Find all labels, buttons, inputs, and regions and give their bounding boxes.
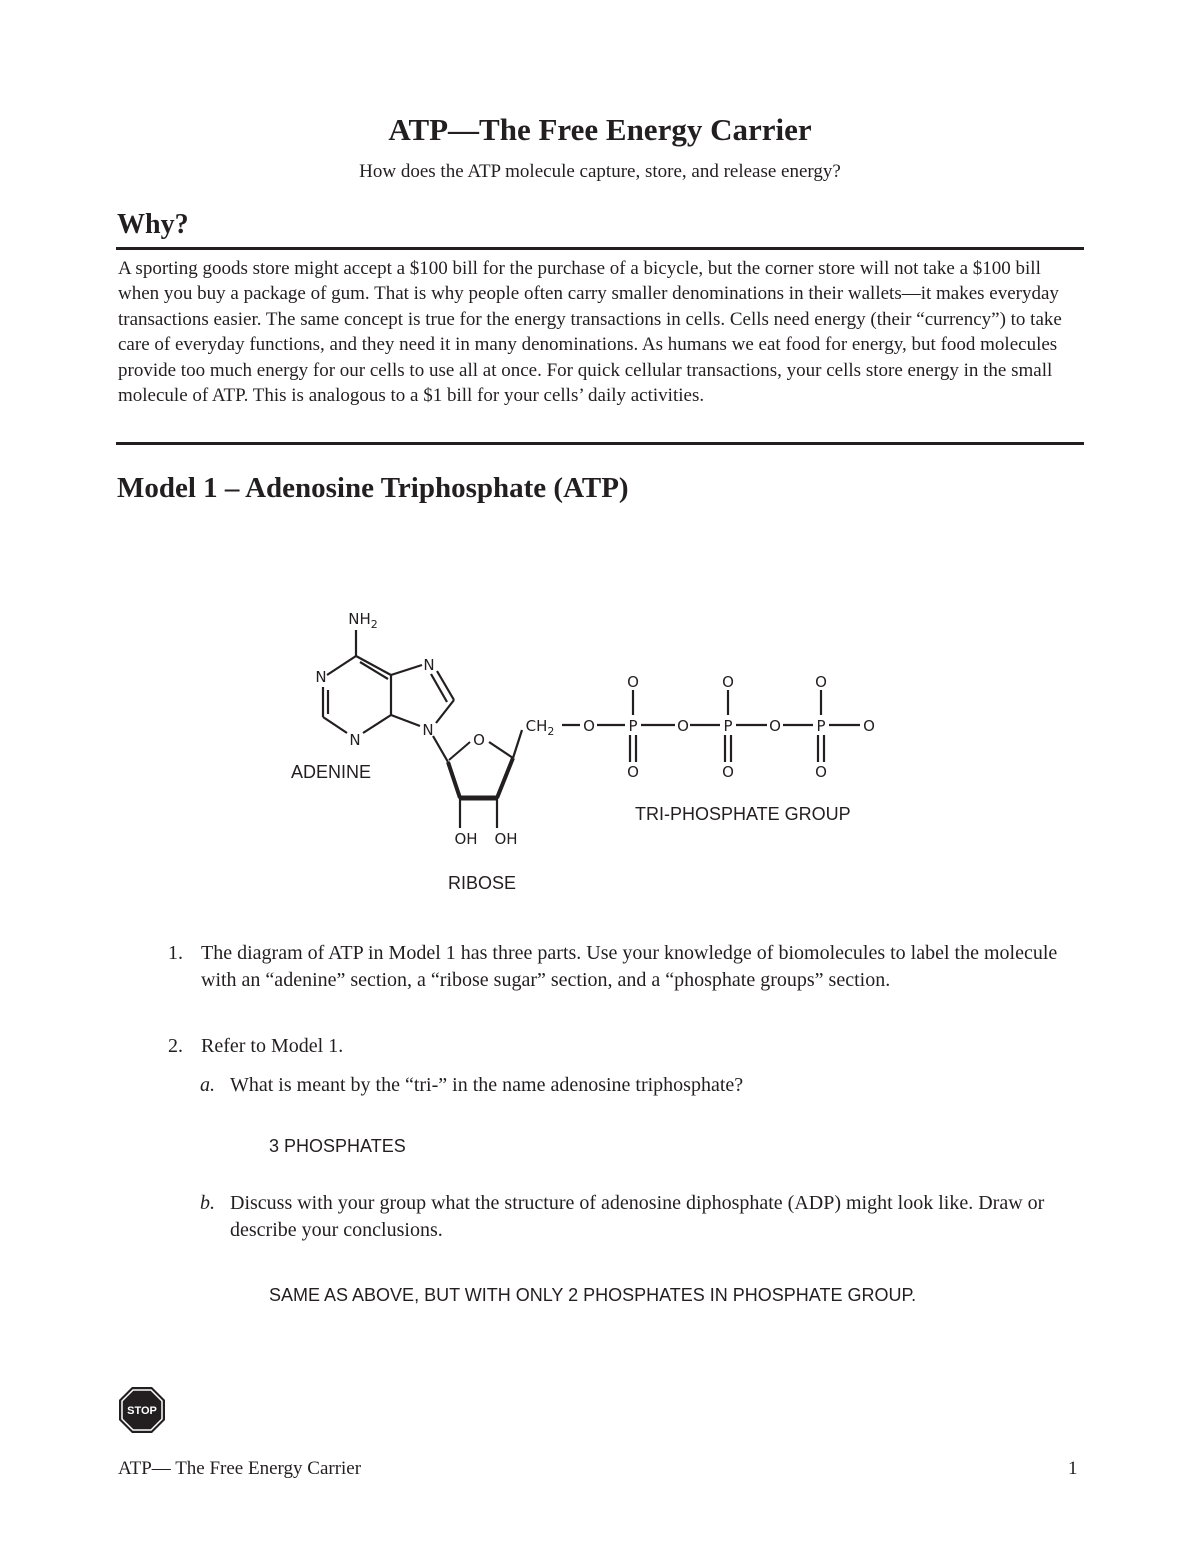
part-letter: a. bbox=[200, 1074, 215, 1096]
part-text: Discuss with your group what the structure of adenosine diphosphate (ADP) might look like. Draw or describe your conclusions. bbox=[230, 1192, 1045, 1241]
page-subtitle: How does the ATP molecule capture, store, and release energy? bbox=[359, 161, 841, 182]
question-text: The diagram of ATP in Model 1 has three parts. Use your knowledge of biomolecules to label the molecule with an “adenine” section, a “ribose sugar” section, and a “phosphate groups” section. bbox=[201, 942, 1058, 991]
atom-o-link3: O bbox=[769, 717, 781, 735]
stop-sign-icon bbox=[118, 1386, 166, 1438]
part-text: What is meant by the “tri-” in the name adenosine triphosphate? bbox=[230, 1074, 744, 1096]
model-heading: Model 1 – Adenosine Triphosphate (ATP) bbox=[117, 472, 629, 504]
svg-text:STOP: STOP bbox=[127, 1405, 157, 1417]
label-ribose: RIBOSE bbox=[448, 873, 517, 893]
atom-o-link1: O bbox=[583, 717, 595, 735]
footer-title: ATP— The Free Energy Carrier bbox=[118, 1458, 362, 1479]
label-phosphate-group: TRI-PHOSPHATE GROUP bbox=[635, 804, 851, 824]
page-number: 1 bbox=[1068, 1458, 1078, 1479]
atom-n3: N bbox=[349, 731, 361, 749]
atom-o-top1: O bbox=[627, 673, 639, 691]
atom-o-top3: O bbox=[815, 673, 827, 691]
question-number: 1. bbox=[168, 942, 183, 964]
part-letter: b. bbox=[200, 1192, 215, 1214]
atom-oh-3prime: OH bbox=[494, 830, 518, 848]
atom-o-top2: O bbox=[722, 673, 734, 691]
divider-top bbox=[116, 247, 1084, 250]
atom-p3: P bbox=[816, 717, 826, 735]
page-title: ATP—The Free Energy Carrier bbox=[388, 112, 812, 147]
atp-diagram bbox=[270, 595, 910, 909]
atom-o-bot2: O bbox=[722, 763, 734, 781]
divider-bottom bbox=[116, 442, 1084, 445]
atom-ring-o: O bbox=[473, 731, 485, 749]
atom-p1: P bbox=[628, 717, 638, 735]
atom-p2: P bbox=[723, 717, 733, 735]
atom-n1: N bbox=[315, 668, 327, 686]
atp-structure bbox=[270, 595, 910, 905]
atom-o-bot3: O bbox=[815, 763, 827, 781]
question-2 bbox=[168, 1033, 1088, 1060]
answer-2b: SAME AS ABOVE, BUT WITH ONLY 2 PHOSPHATES IN PHOSPHATE GROUP. bbox=[269, 1285, 917, 1305]
atom-o-bot1: O bbox=[627, 763, 639, 781]
question-number: 2. bbox=[168, 1035, 183, 1057]
question-1 bbox=[168, 940, 1088, 994]
atom-o-end: O bbox=[863, 717, 875, 735]
question-text: Refer to Model 1. bbox=[201, 1035, 344, 1057]
label-adenine: ADENINE bbox=[291, 762, 372, 782]
question-2b bbox=[200, 1190, 1080, 1244]
atom-ch2: $CH_2$ bbox=[525, 717, 555, 738]
atom-n7: N bbox=[423, 656, 435, 674]
question-2a bbox=[200, 1072, 1080, 1099]
why-paragraph: A sporting goods store might accept a $100 bill for the purchase of a bicycle, but the corner store will not take a $100 bill when you buy a package of gum. That is why people often carry smaller denominations in their wallets—it makes everyday transactions easier. The same concept is true for the energy transactions in cells. Cells need energy (their “currency”) to take care of everyday functions, and they need it in many denominations. As humans we eat food for energy, but food molecules provide too much energy for our cells to use all at once. For quick cellular transactions, your cells store energy in the small molecule of ATP. This is analogous to a $1 bill for your cells’ daily activities. bbox=[118, 258, 1062, 407]
atom-o-link2: O bbox=[677, 717, 689, 735]
answer-2a: 3 PHOSPHATES bbox=[269, 1136, 406, 1156]
atom-oh-2prime: OH bbox=[454, 830, 478, 848]
atom-n9: N bbox=[422, 721, 434, 739]
atom-nh2: $NH_2$ bbox=[348, 610, 378, 631]
why-heading: Why? bbox=[117, 209, 189, 240]
